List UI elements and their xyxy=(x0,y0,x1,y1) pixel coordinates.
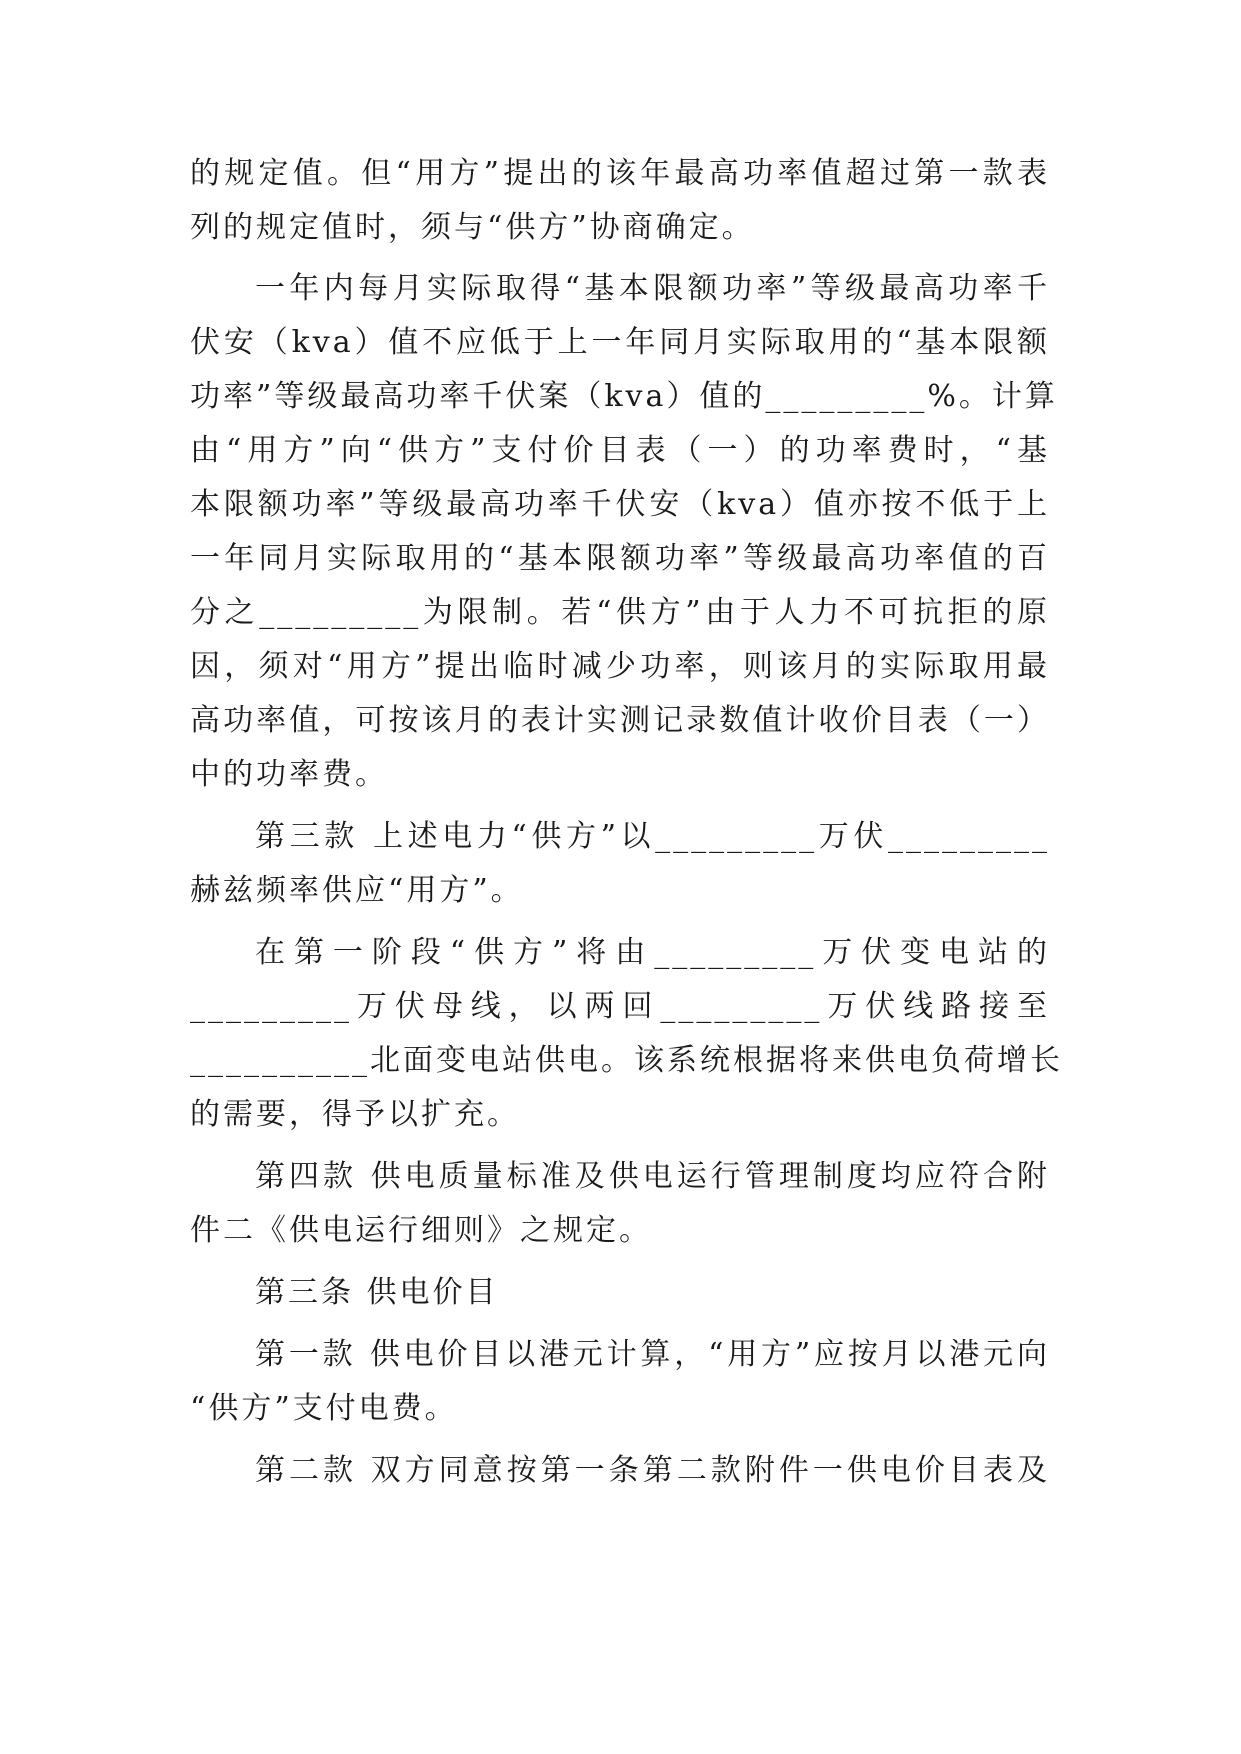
text-line: 第三款 上述电力“供方”以_________万伏_________ xyxy=(255,819,1050,854)
text-line: 因，须对“用方”提出临时减少功率，则该月的实际取用最 xyxy=(190,649,1050,684)
text-line: 高功率值，可按该月的表计实测记录数值计收价目表（一） xyxy=(190,703,1050,738)
text-line: 伏安（kva）值不应低于上一年同月实际取用的“基本限额 xyxy=(190,325,1050,360)
text-line: 第二款 双方同意按第一条第二款附件一供电价目表及 xyxy=(255,1453,1050,1488)
text-line: 第四款 供电质量标准及供电运行管理制度均应符合附 xyxy=(255,1159,1050,1194)
text-line: 功率”等级最高功率千伏案（kva）值的_________%。计算 xyxy=(190,379,1058,414)
text-line: 的需要，得予以扩充。 xyxy=(190,1097,520,1132)
text-line: 件二《供电运行细则》之规定。 xyxy=(190,1213,652,1248)
section-heading: 第三条 供电价目 xyxy=(255,1275,499,1310)
text-line: _________万伏母线，以两回_________万伏线路接至 xyxy=(190,989,1050,1024)
text-line: 列的规定值时，须与“供方”协商确定。 xyxy=(190,210,755,245)
text-line: 一年内每月实际取得“基本限额功率”等级最高功率千 xyxy=(255,271,1050,306)
text-line: 的规定值。但“用方”提出的该年最高功率值超过第一款表 xyxy=(190,156,1050,191)
text-line: 一年同月实际取用的“基本限额功率”等级最高功率值的百 xyxy=(190,541,1050,576)
text-line: __________北面变电站供电。该系统根据将来供电负荷增长 xyxy=(190,1043,1063,1078)
text-line: 本限额功率”等级最高功率千伏安（kva）值亦按不低于上 xyxy=(190,487,1050,522)
text-line: 赫兹频率供应“用方”。 xyxy=(190,873,524,908)
text-line: 由“用方”向“供方”支付价目表（一）的功率费时，“基 xyxy=(190,433,1050,468)
text-line: “供方”支付电费。 xyxy=(190,1391,458,1426)
text-line: 分之_________为限制。若“供方”由于人力不可抗拒的原 xyxy=(190,595,1050,630)
text-line: 在第一阶段“供方”将由_________万伏变电站的 xyxy=(255,935,1050,970)
text-line: 中的功率费。 xyxy=(190,757,388,792)
text-line: 第一款 供电价目以港元计算，“用方”应按月以港元向 xyxy=(255,1337,1050,1372)
